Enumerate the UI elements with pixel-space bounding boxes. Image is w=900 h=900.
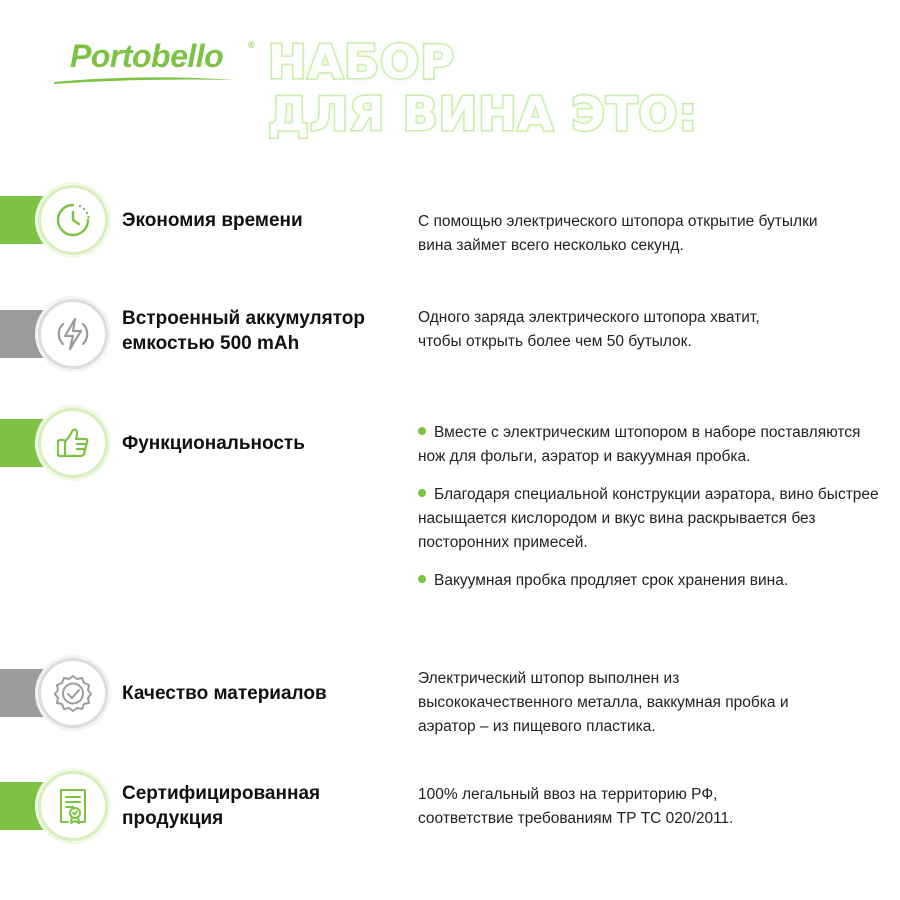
certificate-icon — [53, 786, 93, 826]
icon-circle — [38, 185, 108, 255]
logo-text: Portobello — [70, 38, 224, 74]
feature-bullets — [418, 421, 880, 607]
icon-circle — [38, 771, 108, 841]
bullet-item — [418, 569, 880, 593]
feature-title: Встроенный аккумулятор емкостью 500 mAh — [122, 308, 365, 354]
bullet-text: Вместе с электрическим штопором в наборе поставляются нож для фольги, аэратор и вакуумная пробка. — [418, 424, 861, 465]
quality-badge-icon — [53, 673, 93, 713]
feature-description: С помощью электрического штопора открытие бутылки вина займет всего несколько секунд. — [418, 213, 818, 254]
feature-title: Сертифицированная продукция — [122, 783, 321, 829]
lightning-icon — [53, 314, 93, 354]
logo-registered-mark: ® — [248, 40, 255, 50]
logo-swoosh — [52, 72, 237, 86]
thumbs-up-icon — [53, 423, 93, 463]
icon-circle — [38, 299, 108, 369]
feature-description: Электрический штопор выполнен из высококачественного металла, ваккумная пробка и аэратор – из пищевого пластика. — [418, 670, 789, 735]
bullet-text: Благодаря специальной конструкции аэратора, вино быстрее насыщается кислородом и вкус вина раскрывается без посторонних примесей. — [418, 486, 879, 551]
icon-circle — [38, 408, 108, 478]
feature-description: Одного заряда электрического штопора хватит, чтобы открыть более чем 50 бутылок. — [418, 309, 760, 350]
page-headline — [268, 36, 698, 140]
bullet-dot — [418, 427, 426, 435]
feature-title: Функциональность — [122, 433, 305, 454]
bullet-dot — [418, 575, 426, 583]
feature-description: 100% легальный ввоз на территорию РФ, соответствие требованиям ТР ТС 020/2011. — [418, 786, 734, 827]
feature-title: Качество материалов — [122, 683, 327, 704]
brand-logo — [52, 38, 255, 88]
bullet-dot — [418, 489, 426, 497]
bullet-text: Вакуумная пробка продляет срок хранения вина. — [434, 572, 789, 589]
bullet-item — [418, 483, 880, 555]
headline-line-2: ДЛЯ ВИНА ЭТО: — [268, 87, 698, 141]
icon-circle — [38, 658, 108, 728]
feature-title: Экономия времени — [122, 210, 303, 231]
headline-line-1: НАБОР — [268, 35, 455, 89]
clock-icon — [53, 200, 93, 240]
bullet-item — [418, 421, 880, 469]
